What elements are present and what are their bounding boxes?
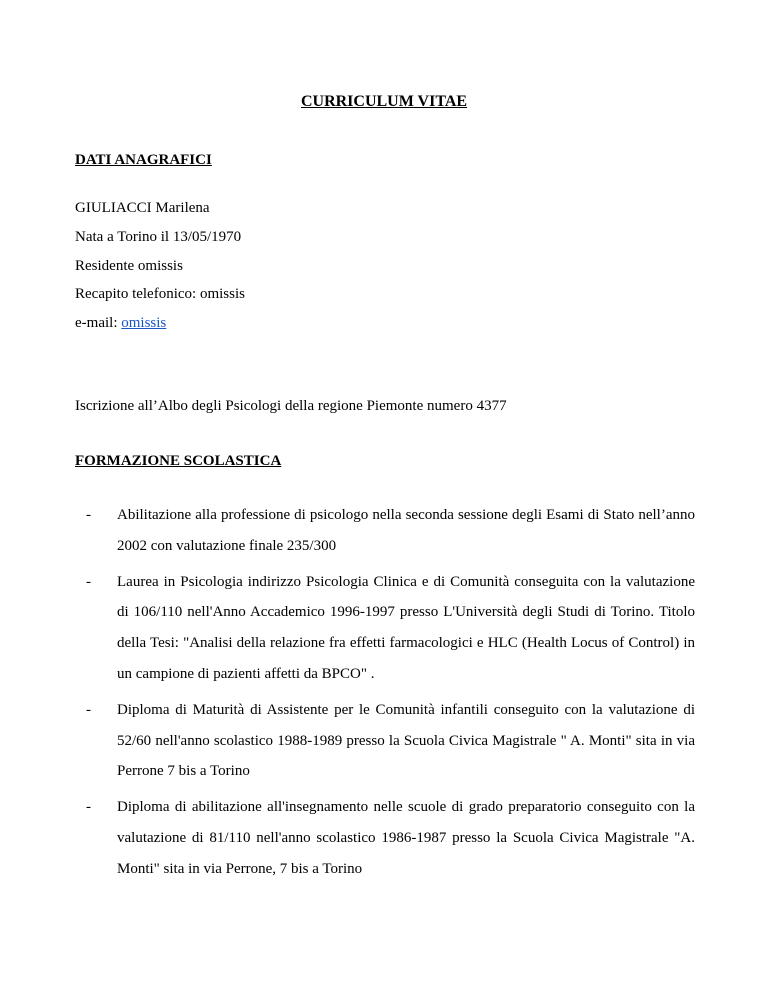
list-item-text: Diploma di abilitazione all'insegnamento nelle scuole di grado preparatorio conseguito con la valutazione di 81/110 nell'anno scolastico 1986-1987 presso la Scuola Civica Magistrale "A. Monti" sita in via Perrone, 7 bis a Torino	[117, 799, 695, 877]
list-bullet: -	[86, 507, 91, 523]
document-title: CURRICULUM VITAE	[300, 93, 468, 110]
birth-info: Nata a Torino il 13/05/1970	[75, 229, 242, 245]
list-bullet: -	[86, 799, 91, 816]
list-item	[75, 792, 695, 884]
section-heading-dati-anagrafici: DATI ANAGRAFICI	[75, 152, 212, 168]
section-heading-formazione-scolastica: FORMAZIONE SCOLASTICA	[75, 453, 282, 469]
residence-info: Residente omissis	[75, 258, 183, 274]
list-bullet: -	[86, 573, 91, 590]
albo-registration: Iscrizione all’Albo degli Psicologi della regione Piemonte numero 4377	[75, 398, 507, 414]
list-item	[75, 695, 695, 787]
list-item-text: Abilitazione alla professione di psicologo nella seconda sessione degli Esami di Stato nell’anno 2002 con valutazione finale 235/300	[117, 507, 695, 554]
list-item-text: Laurea in Psicologia indirizzo Psicologia Clinica e di Comunità conseguita con la valutazione di 106/110 nell'Anno Accademico 1996-1997 presso L'Università degli Studi di Torino. Titolo della Tesi: "Analisi della relazione fra effetti farmacologici e HLC (Health Locus of Control) in un campione di pazienti affetti da BPCO" .	[117, 573, 695, 682]
education-list	[75, 500, 695, 890]
person-name: GIULIACCI Marilena	[75, 200, 210, 216]
list-item	[75, 567, 695, 690]
list-item	[75, 500, 695, 562]
phone-info: Recapito telefonico: omissis	[75, 286, 245, 302]
list-item-text: Diploma di Maturità di Assistente per le Comunità infantili conseguito con la valutazione di 52/60 nell'anno scolastico 1988-1989 presso la Scuola Civica Magistrale " A. Monti" sita in via Perrone 7 bis a Torino	[117, 701, 695, 780]
email-line	[75, 313, 166, 333]
email-label: e-mail:	[75, 315, 122, 331]
email-link[interactable]: omissis	[121, 315, 167, 331]
list-bullet: -	[86, 701, 91, 718]
